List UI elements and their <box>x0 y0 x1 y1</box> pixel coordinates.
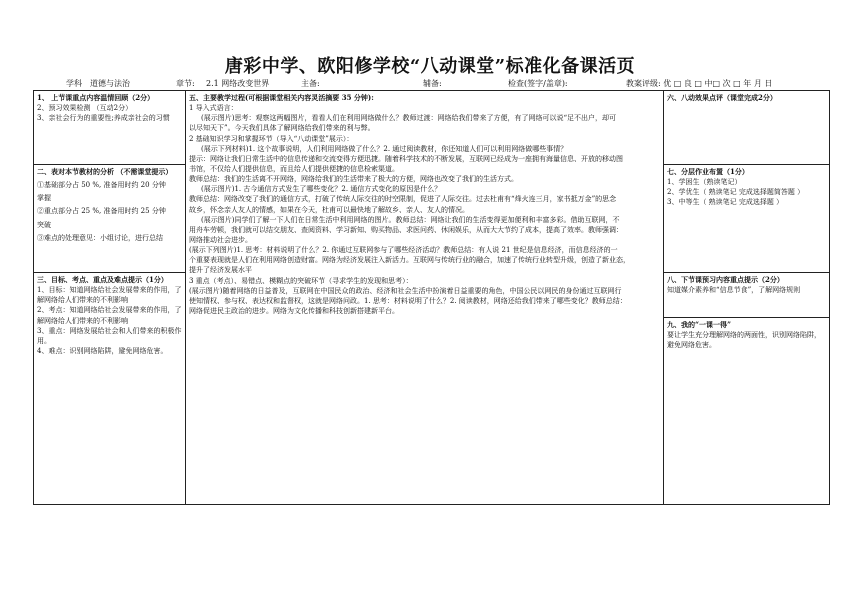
process-title: 五、主要教学过程(可根据课堂相关内容灵活摘要 35 分钟): <box>189 93 374 102</box>
analysis-item: 掌握 <box>37 194 51 203</box>
review-title: 1、 上节课重点内容温情回顾（2分） <box>37 93 155 102</box>
process-line: (展示下列图片)1. 思考：材料说明了什么？2. 你通过互联网参与了哪些经济活动？教师总结：有人说 21 世纪是信息经济，而信息经济的一 <box>189 246 618 255</box>
homework-item: 2、学优生（ 熟读笔记 完成选择题简答题 ） <box>667 188 805 197</box>
lead-teacher-label: 主备: <box>301 79 320 88</box>
process-line: 网络促进民主政治的进步。网络为文化传播和科技创新搭建新平台。 <box>189 306 399 315</box>
objective-item: 4、难点：识别网络陷阱，避免网络危害。 <box>37 346 168 355</box>
objective-item: 3、重点：网络发展给社会和人们带来的积极作用。 <box>37 326 182 345</box>
analysis-item: ②重点部分占 25 %, 准备用时约 25 分钟 <box>37 207 166 216</box>
subject-value: 道德与法治 <box>90 79 130 88</box>
process-line: 以尽知天下”。今天我们具体了解网络给我们带来的利与弊。 <box>189 124 375 133</box>
review-item: 2、预习效果检测 （互动2分） <box>37 104 133 113</box>
homework-item: 3、中等生（ 熟读笔记 完成选择题 ） <box>667 198 784 207</box>
process-line: 1 导入式语言： <box>189 104 238 113</box>
lesson-plan-table <box>33 90 830 505</box>
process-line: 2 基础知识学习和掌握环节（导入“八动课堂”展示）： <box>189 134 354 143</box>
process-line: 网络推动社会进步。 <box>189 235 252 244</box>
reflection-section <box>664 318 829 352</box>
preview-item: 知道媒介素养和“信息节食”，了解网络规则 <box>667 286 801 295</box>
preview-title: 八、下节课预习内容重点提示（2分） <box>667 275 784 284</box>
process-line: 提示：网络让我们日常生活中的信息传递和交流变得方便迅捷。随着科学技术的不断发展，互联网已经成为一座拥有海量信息、开放的移动图 <box>189 154 623 163</box>
preview-section <box>664 273 829 318</box>
assist-teacher-label: 辅备: <box>423 79 442 88</box>
process-line: 个重要表现就是人们在利用网络创造财富。网络为经济发展注入新活力。互联网与传统行业的融合，加速了传统行业转型升级，创造了新业态， <box>189 256 630 265</box>
homework-cell <box>664 165 830 273</box>
reflection-title: 九、我的“一课一得” <box>667 320 732 329</box>
process-line: 提升了经济发展水平 <box>189 266 252 275</box>
objectives-title: 三、目标、考点、重点及难点提示（1分） <box>37 275 168 284</box>
objective-item: 2、考点：知道网络给社会发展带来的作用，了解网络给人们带来的不利影响 <box>37 306 182 325</box>
homework-item: 1、学困生（熟读笔记） <box>667 178 742 187</box>
chapter-label: 章节: <box>176 79 195 88</box>
teaching-process-cell <box>186 91 664 505</box>
grade-label: 教案评级: 优 □ 良 □ 中□ 次 □ 年 月 日 <box>626 79 773 88</box>
process-line: 教师总结：我们的生活离不开网络，网络给我们的生活带来了极大的方便，网络也改变了我们的生活方式。 <box>189 175 518 184</box>
textbook-analysis-cell <box>34 165 186 273</box>
process-line: 书馆，不仅给人们提供信息，而且给人们提供便捷的信息检索渠道。 <box>189 164 399 173</box>
process-line: 用舟车劳顿，我们就可以结交朋友、查阅资料、学习新知、购买物品、求医问药、休闲娱乐，从而大大节约了成本，提高了效率。教师强调： <box>189 225 623 234</box>
analysis-title: 二、表对本节教材的分析 （不需课堂提示） <box>37 167 173 176</box>
homework-title: 七、分层作业布置（1分） <box>667 167 749 176</box>
page-title: 唐彩中学、欧阳修学校“八动课堂”标准化备课活页 <box>224 56 636 77</box>
process-line: (展示图片)1. 古今通信方式发生了哪些变化？2. 通信方式变化的原因是什么？ <box>201 185 442 194</box>
objectives-cell <box>34 273 186 505</box>
process-line: (展示图片)随着网络的日益普及，互联网在中国民众的政治、经济和社会生活中扮演着日益重要的角色，中国公民以网民的身份通过互联网行 <box>189 286 622 295</box>
analysis-item: 突破 <box>37 220 51 229</box>
objective-item: 1、目标：知道网络给社会发展带来的作用，了解网络给人们带来的不利影响 <box>37 286 182 305</box>
process-line: 使知情权、参与权、表达权和监督权，这就是网络问政。1. 思考：材料说明了什么？2. 阅读教材，网络还给我们带来了哪些变化？教师总结： <box>189 296 627 305</box>
subject-label: 学科 <box>66 79 82 88</box>
review-item: 3、亲社会行为的重要性;养成亲社会的习惯 <box>37 114 170 123</box>
process-line: (展示下列材料)1. 这个故事说明，人们利用网络做了什么？2. 通过阅读教材，你还知道人们可以利用网络做哪些事情？ <box>201 144 568 153</box>
process-line: (展示图片)同学们了解一下人们在日常生活中利用网络的图片。教师总结：网络让我们的生活变得更加便利和丰富多彩。借助互联网，不 <box>201 215 620 224</box>
review-cell <box>34 91 186 165</box>
reflection-item: 要让学生充分理解网络的两面性，识别网络陷阱，避免网络危害。 <box>667 331 821 350</box>
check-label: 检查(签字/盖章): <box>508 79 568 88</box>
analysis-item: ③难点的处理意见：小组讨论，进行总结 <box>37 233 163 242</box>
process-line: 故乡，怀念亲人友人的情感，如果在今天，杜甫可以最快地了解故乡、亲人、友人的情况。 <box>189 205 469 214</box>
right-lower-cell <box>664 273 830 505</box>
chapter-value: 2.1 网络改变世界 <box>206 79 270 88</box>
effect-review-title: 六、八动效果点评（课堂完成2分） <box>667 93 777 102</box>
process-line: (展示图片)思考：观察这两幅图片，看看人们在利用网络做什么？教师过渡：网络给我们带来了方便，有了网络可以说“足不出户，却可 <box>201 114 617 123</box>
effect-review-cell <box>664 91 830 165</box>
analysis-item: ①基础部分占 50 %, 准备用时约 20 分钟 <box>37 181 166 190</box>
process-line: 教师总结：网络改变了我们的通信方式，打破了传统人际交往的时空限制，促进了人际交往。过去杜甫有“烽火连三月，家书抵万金”的思念 <box>189 195 617 204</box>
process-line: 3 重点（考点）、易错点、模糊点的突破环节（寻求学生的发现和思考）： <box>189 276 413 285</box>
